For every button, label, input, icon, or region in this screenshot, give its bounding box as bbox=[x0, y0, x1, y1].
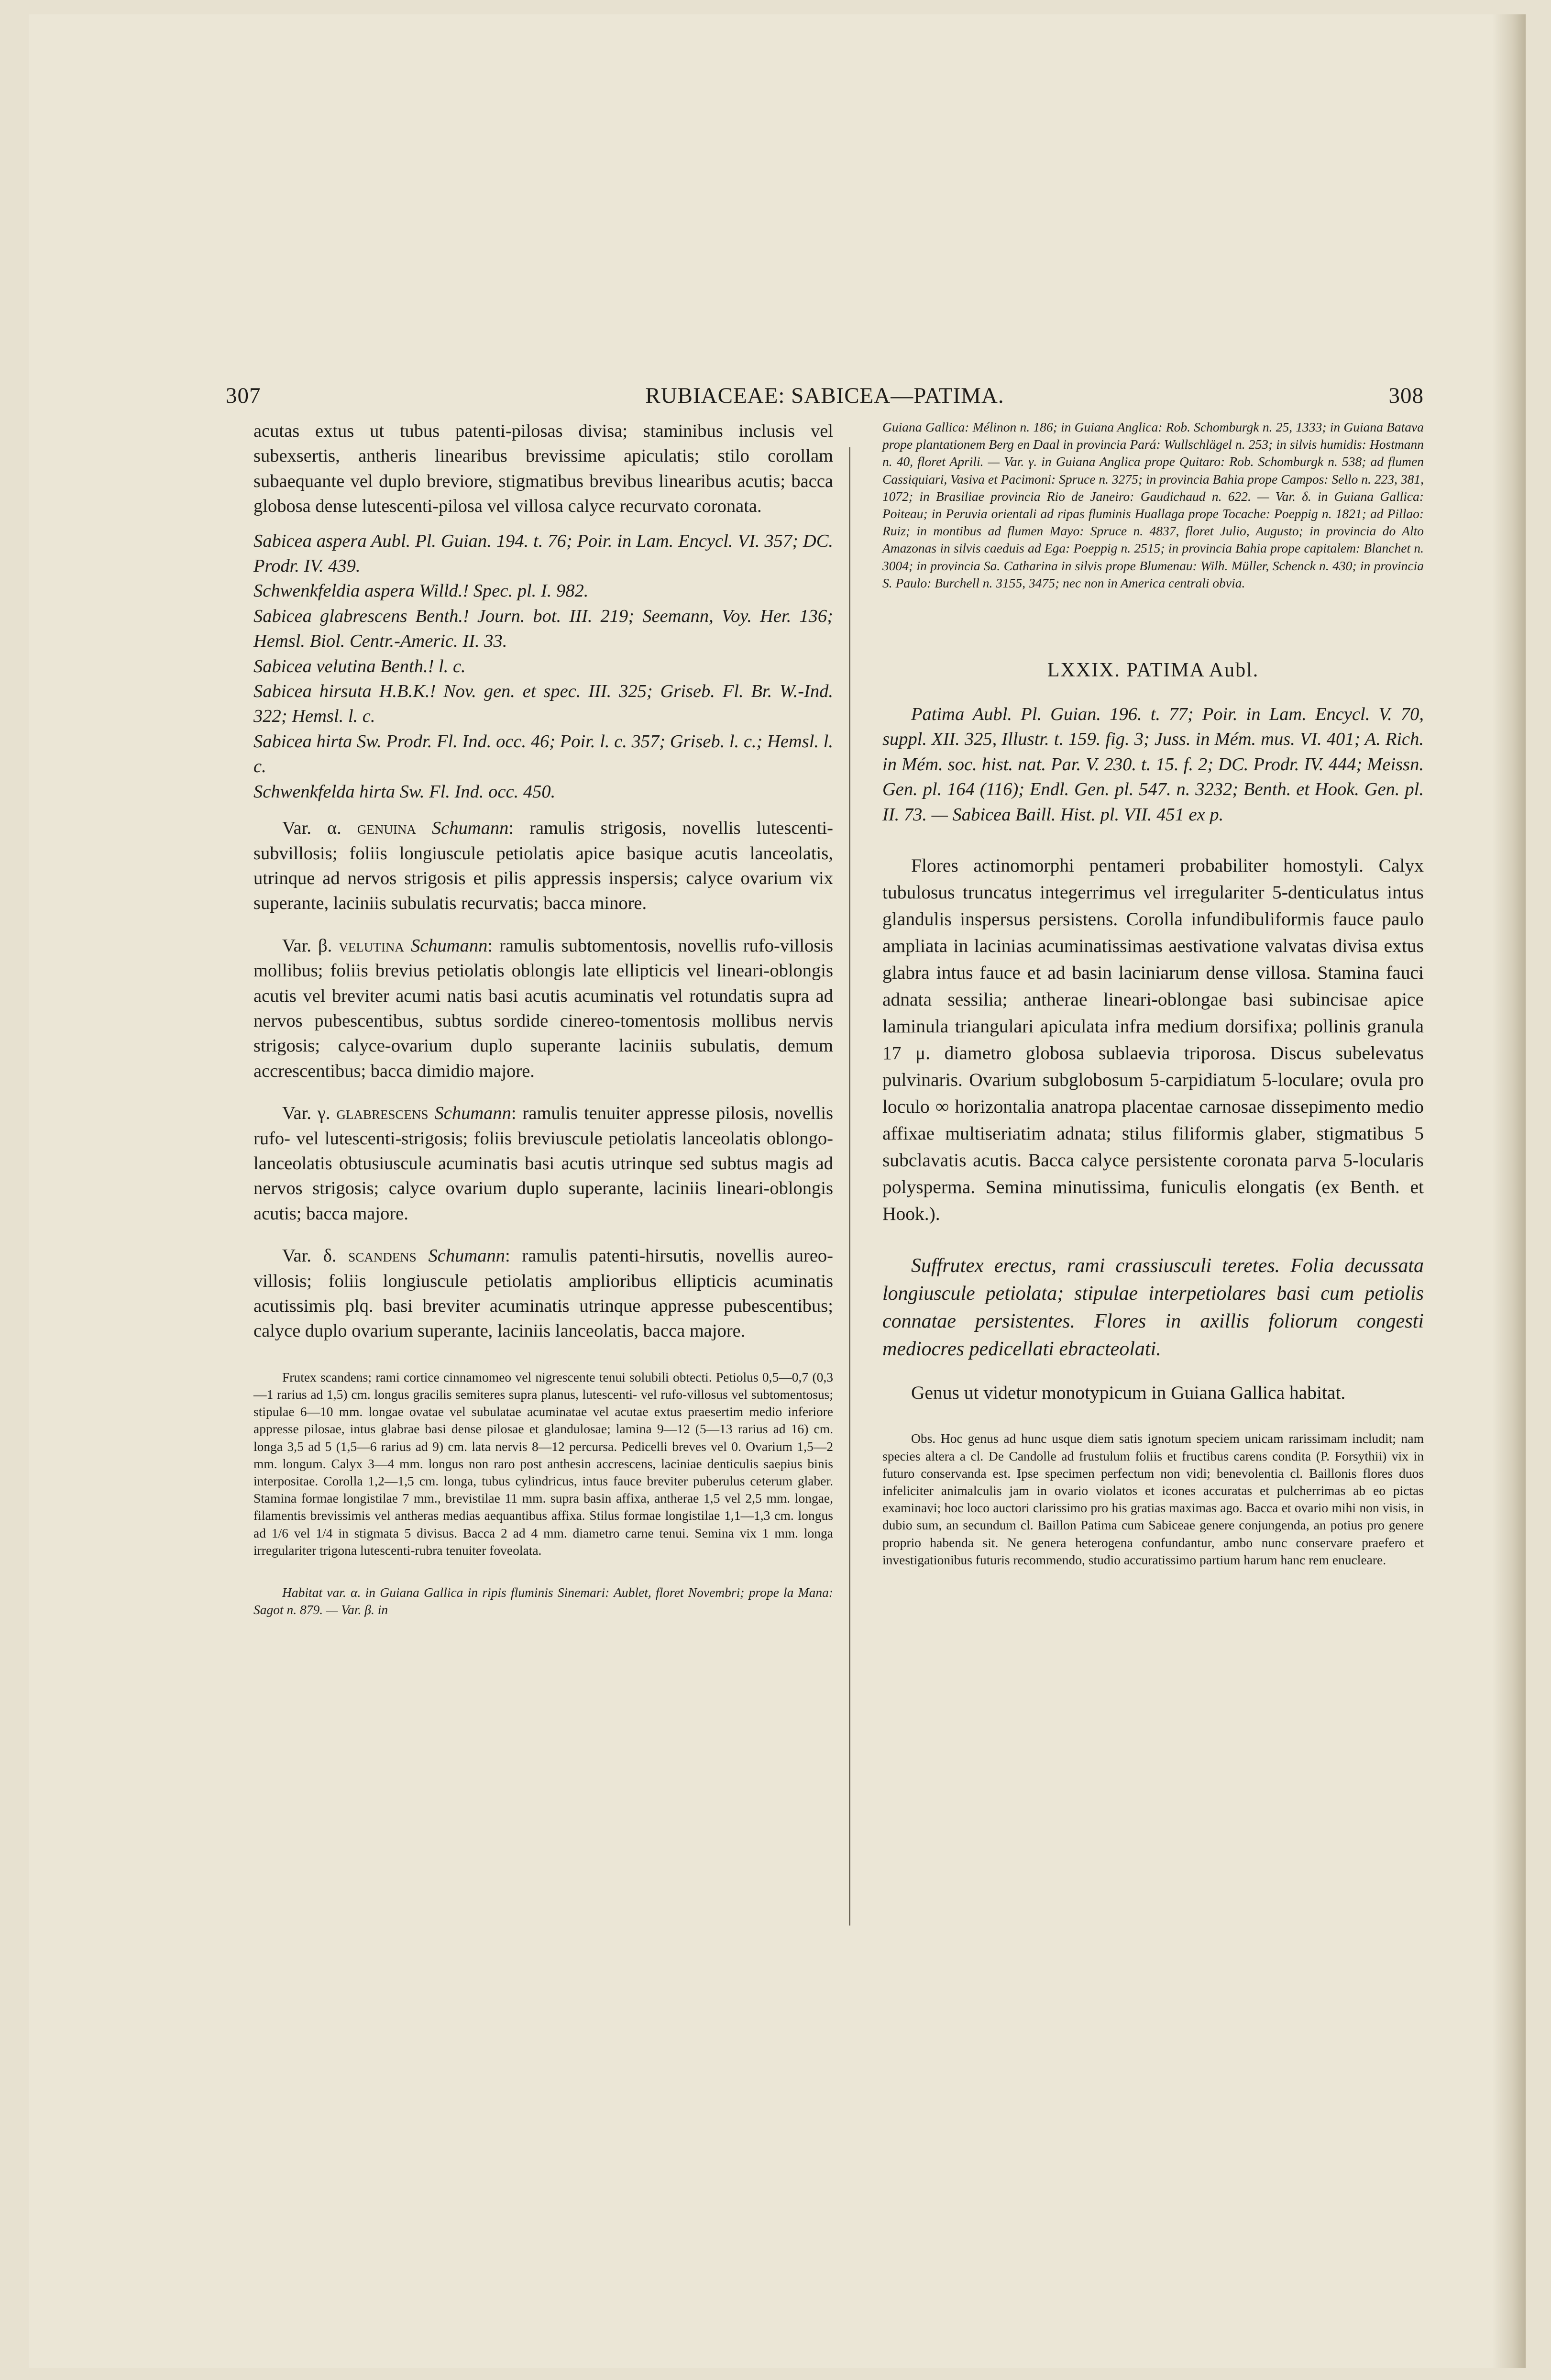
book-page bbox=[29, 14, 1526, 2368]
variety-label: Var. α. bbox=[282, 818, 341, 839]
genus-heading: LXXIX. PATIMA Aubl. bbox=[1047, 659, 1259, 682]
variety-alpha bbox=[253, 816, 833, 916]
variety-text: : ramulis tenuiter appresse pilosis, novellis rufo- vel lutescenti-strigosis; foliis breviuscule petiolatis lanceolatis oblongo-lanceolatis obtusiuscule acuminatis basi acutis utrinque sed subtus magis ad nervos strigosis; calyce ovarium duplo superante, laciniis lineari-oblongis acutis; bacca majore. bbox=[253, 1103, 834, 1224]
running-head: RUBIACEAE: SABICEA—PATIMA. bbox=[645, 383, 1004, 408]
variety-label: Var. β. bbox=[282, 935, 332, 956]
variety-text: : ramulis patenti-hirsutis, novellis aureo-villosis; foliis longiuscule petiolatis amplioribus ellipticis acuminatis acutissimis plq. basi breviter acuminatis utrinque appresse pubescentibus; calyce duplo ovarium superante, laciniis lanceolatis, bacca majore. bbox=[253, 1246, 834, 1341]
variety-text: : ramulis subtomentosis, novellis rufo-villosis mollibus; foliis brevius petiolatis oblongis late ellipticis vel lineari-oblongis acutis vel breviter acumi natis basi acutis acuminatis vel rotundatis supra ad nervos pubescentibus, subtus sordide cinereo-tomentosis mollibus nervis strigosis; calyce-ovarium duplo superante laciniis subulatis, demum accrescentibus; bacca dimidio majore. bbox=[253, 935, 834, 1081]
column-divider bbox=[849, 447, 850, 1926]
variety-author: Schumann bbox=[431, 818, 509, 839]
distribution-note: Genus ut videtur monotypicum in Guiana Gallica habitat. bbox=[911, 1382, 1346, 1404]
right-page-number: 308 bbox=[1388, 383, 1424, 408]
species-description-end: acutas extus ut tubus patenti-pilosas divisa; staminibus inclusis vel subexsertis, antheris linearibus brevissime apiculatis; stilo corollam subaequante vel duplo breviore, stigmatibus brevibus linearibus acutis; bacca globosa dense lutescenti-pilosa vel villosa calyce recurvato coronata. bbox=[253, 421, 833, 517]
habit-description: Suffrutex erectus, rami crassiusculi teretes. Folia decussata longiuscule petiolata; stipulae interpetiolares basi cum petiolis connatae persistentes. Flores in axillis foliorum congesti mediocres pedicellati ebracteolati. bbox=[882, 1255, 1424, 1361]
synonym: Sabicea hirta Sw. Prodr. Fl. Ind. occ. 46; Poir. l. c. 357; Griseb. l. c.; Hemsl. l. c. bbox=[253, 731, 833, 777]
variety-name: glabrescens bbox=[336, 1103, 429, 1124]
variety-author: Schumann bbox=[428, 1246, 505, 1266]
page-spine-shadow bbox=[1492, 14, 1526, 2368]
synonym: Sabicea velutina Benth.! l. c. bbox=[253, 656, 466, 676]
page-header bbox=[226, 383, 1424, 416]
variety-author: Schumann bbox=[434, 1103, 511, 1124]
synonym: Sabicea glabrescens Benth.! Journ. bot. III. 219; Seemann, Voy. Her. 136; Hemsl. Biol. Centr.-Americ. II. 33. bbox=[253, 606, 833, 652]
variety-label: Var. δ. bbox=[282, 1246, 337, 1266]
synonym: Schwenkfelda hirta Sw. Fl. Ind. occ. 450. bbox=[253, 781, 556, 802]
synonymy-list bbox=[253, 529, 833, 804]
variety-beta bbox=[253, 933, 833, 1084]
variety-text: : ramulis strigosis, novellis lutescenti-subvillosis; foliis longiuscule petiolatis apice basique acutis lanceolatis, utrinque ad nervos strigosis et pilis appressis inspersis; calyce ovarium vix superante, laciniis subulatis recurvatis; bacca minore. bbox=[253, 818, 833, 914]
variety-gamma bbox=[253, 1101, 833, 1226]
variety-name: scandens bbox=[348, 1246, 417, 1266]
habitat-text: Habitat var. α. in Guiana Gallica in ripis fluminis Sinemari: Aublet, floret Novembri; prope la Mana: Sagot n. 879. — Var. β. in bbox=[253, 1585, 833, 1617]
variety-delta bbox=[253, 1243, 833, 1344]
variety-label: Var. γ. bbox=[282, 1103, 330, 1124]
synonym: Sabicea aspera Aubl. Pl. Guian. 194. t. 76; Poir. in Lam. Encycl. VI. 357; DC. Prodr. IV. 439. bbox=[253, 531, 833, 576]
habitat-continued: Guiana Gallica: Mélinon n. 186; in Guiana Anglica: Rob. Schomburgk n. 25, 1333; in Guiana Batava prope plantationem Berg en Daal in provincia Pará: Wullschlägel n. 253; in silvis humidis: Hostmann n. 40, floret Aprili. — Var. γ. in Guiana Anglica prope Quitaro: Rob. Schomburgk n. 538; ad flumen Cassiquiari, Vasiva et Pacimoni: Spruce n. 3275; in provincia Bahia prope Campos: Sello n. 223, 381, 1072; in Brasiliae provincia Rio de Janeiro: Gaudichaud n. 622. — Var. δ. in Guiana Gallica: Poiteau; in Peruvia orientali ad ripas fluminis Huallaga prope Tocache: Poeppig n. 1821; ad Pillao: Ruiz; in montibus ad flumen Mayo: Spruce n. 4837, floret Julio, Augusto; in provincia do Alto Amazonas in silvis caeduis ad Ega: Poeppig n. 2515; in provincia Bahia prope capitalem: Blanchet n. 3004; in provincia Sa. Catharina in silvis prope Blumenau: Wilh. Müller, Schenck n. 430; in provincia S. Paulo: Burchell n. 3155, 3475; nec non in America centrali obvia. bbox=[882, 420, 1424, 590]
variety-author: Schumann bbox=[410, 935, 488, 956]
left-column bbox=[253, 419, 833, 1618]
observation-note: Obs. Hoc genus ad hunc usque diem satis ignotum speciem unicam rarissimam includit; nam species altera a cl. De Candolle ad frustulum foliis et fructibus carens condita (P. Forsythii) vix in futuro conservanda est. Ipse specimen perfectum non vidi; benevolentia cl. Baillonis flores duos infeliciter animalculis jam in ovario violatos et icones accuratas et pulcherrimas ab eo pictas examinavi; hoc loco auctori clarissimo pro his gratias maximas ago. Bacca et ovario mihi non visis, in dubio sum, an secundum cl. Baillon Patima cum Sabiceae genere conjungenda, an potius pro genere proprio habenda sit. Ne genera heterogena confundantur, ambo nunc conservare praefero et investigationibus futuris recommendo, studio accuratissimo partium harum hanc rem enucleare. bbox=[882, 1431, 1424, 1567]
genus-references: Patima Aubl. Pl. Guian. 196. t. 77; Poir. in Lam. Encycl. V. 70, suppl. XII. 325, Illustr. t. 159. fig. 3; Juss. in Mém. mus. VI. 401; A. Rich. in Mém. soc. hist. nat. Par. V. 230. t. 15. f. 2; DC. Prodr. IV. 444; Meissn. Gen. pl. 164 (116); Endl. Gen. pl. 547. n. 3232; Benth. et Hook. Gen. pl. II. 73. — Sabicea Baill. Hist. pl. VII. 451 ex p. bbox=[882, 704, 1424, 825]
variety-name: velutina bbox=[339, 935, 404, 956]
synonym: Schwenkfeldia aspera Willd.! Spec. pl. I. 982. bbox=[253, 581, 589, 601]
right-column bbox=[882, 419, 1424, 1569]
morphology-description: Frutex scandens; rami cortice cinnamomeo vel nigrescente tenui solubili obtecti. Petiolus 0,5—0,7 (0,3—1 rarius ad 1,5) cm. longus gracilis semiteres supra planus, lutescenti- vel rufo-villosus vel subtomentosus; stipulae 6—10 mm. longae ovatae vel subulatae acuminatae vel acutae extus praesertim medio inferiore appresse pilosae, intus glabrae basi dense pilosae et glandulosae; lamina 9—12 (5—13 rarius ad 16) cm. longa 3,5 ad 5 (1,5—6 rarius ad 9) cm. lata nervis 8—12 percursa. Pedicelli breves vel 0. Ovarium 1,5—2 mm. longum. Calyx 3—4 mm. longus non raro post anthesin accrescens, laciniae denticulis saepius binis interpositae. Corolla 1,2—1,5 cm. longa, tubus cylindricus, intus fauce breviter puberulus ceterum glaber. Stamina formae longistilae 7 mm., brevistilae 11 mm. supra basin affixa, antherae 1,5 vel 2,5 mm. longae, filamentis brevissimis vel antheras medias aequantibus affixa. Stilus formae longistilae 1,1—1,3 cm. longus ad 1/6 vel 1/4 in stigmata 5 divisus. Bacca 2 ad 4 mm. diametro carne tenui. Semina vix 1 mm. longa irregulariter trigona lutescenti-rubra tenuiter foveolata. bbox=[253, 1369, 833, 1558]
genus-description: Flores actinomorphi pentameri probabiliter homostyli. Calyx tubulosus truncatus integerrimus vel irregulariter 5-denticulatus intus glandulis inspersus persistens. Corolla infundibuliformis fauce paulo ampliata in lacinias acuminatissimas aestivatione valvatas divisa extus glabra intus fauce et ad basin laciniarum dense villosa. Stamina fauci adnata sessilia; antherae lineari-oblongae basi subincisae apice laminula triangulari apiculata infra medium dorsifixa; pollinis granula 17 μ. diametro globosa sublaevia triporosa. Discus subelevatus pulvinaris. Ovarium subglobosum 5-carpidiatum 5-loculare; ovula pro loculo ∞ horizontalia anatropa placentae carnosae dissepimento medio affixae multiseriatim adnata; stilus filiformis glaber, stigmatibus 5 subclavatis acutis. Bacca calyce persistente coronata parva 5-locularis polysperma. Semina minutissima, funiculis elongatis (ex Benth. et Hook.). bbox=[882, 855, 1424, 1225]
left-page-number: 307 bbox=[226, 383, 261, 408]
variety-name: genuina bbox=[357, 818, 416, 839]
synonym: Sabicea hirsuta H.B.K.! Nov. gen. et spec. III. 325; Griseb. Fl. Br. W.-Ind. 322; Hemsl. l. c. bbox=[253, 681, 833, 727]
